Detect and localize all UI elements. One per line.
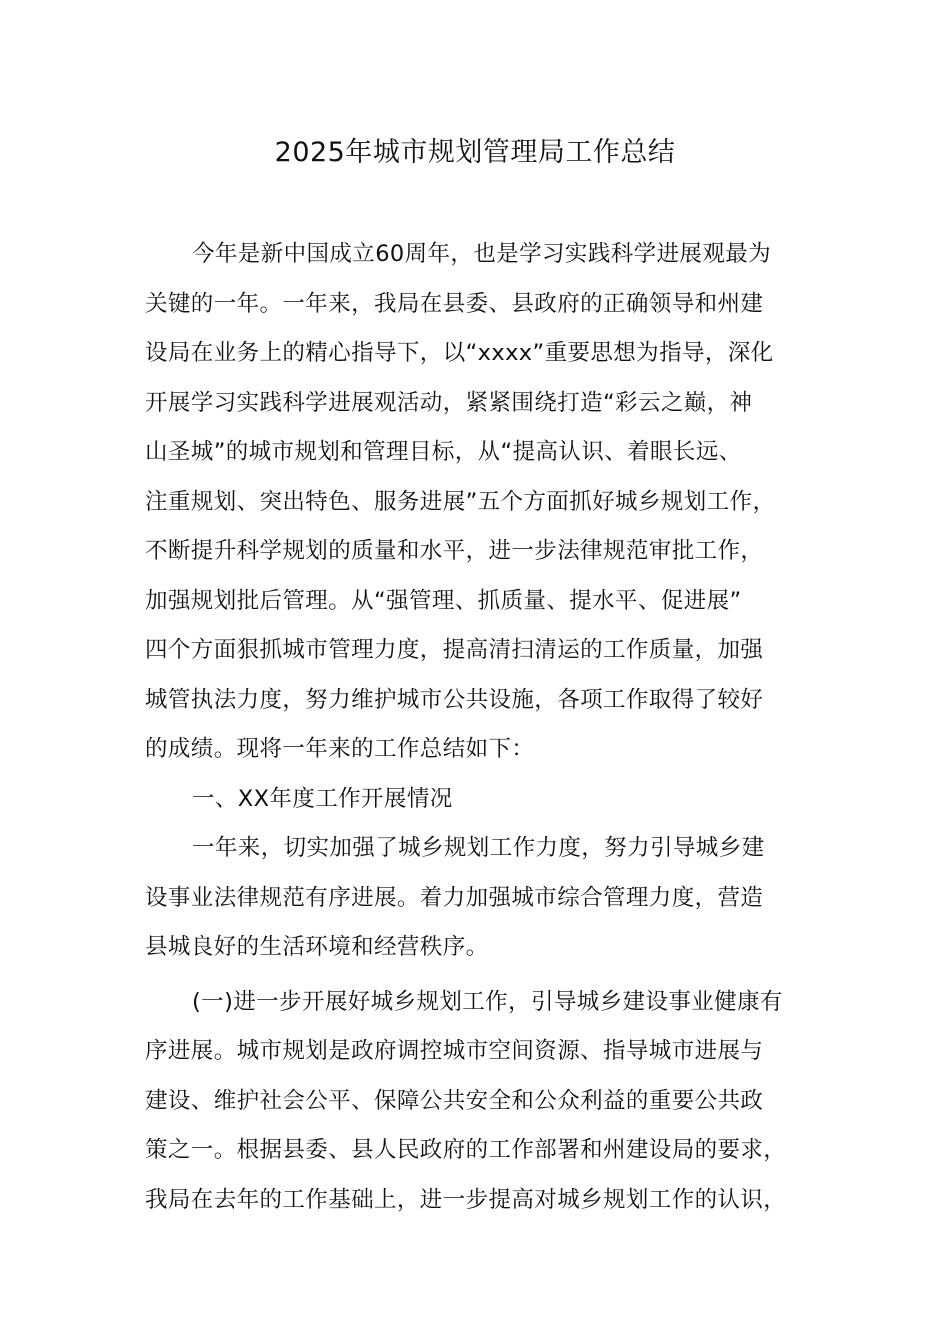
paragraph-line: 策之一。根据县委、县人民政府的工作部署和州建设局的要求， <box>145 1137 787 1163</box>
paragraph-line: 开展学习实践科学进展观活动，紧紧围绕打造“彩云之巅，神 <box>145 389 753 416</box>
paragraph-line: 注重规划、突出特色、服务进展”五个方面抓好城乡规划工作， <box>145 488 776 515</box>
section-heading: 一、XX年度工作开展情况 <box>192 785 453 812</box>
paragraph-line: 关键的一年。一年来，我局在县委、县政府的正确领导和州建 <box>145 290 764 317</box>
document-title: 2025年城市规划管理局工作总结 <box>274 137 676 168</box>
paragraph-line: 城管执法力度，努力维护城市公共设施，各项工作取得了较好 <box>145 686 764 713</box>
document-body <box>145 230 835 1225</box>
paragraph-line: 我局在去年的工作基础上，进一步提高对城乡规划工作的认识， <box>145 1186 787 1213</box>
paragraph-line: 序进展。城市规划是政府调控城市空间资源、指导城市进展与 <box>145 1038 764 1064</box>
paragraph-line: 一年来，切实加强了城乡规划工作力度，努力引导城乡建 <box>192 835 765 861</box>
paragraph-line: 建设、维护社会公平、保障公共安全和公众利益的重要公共政 <box>145 1087 764 1114</box>
paragraph-line: 加强规划批后管理。从“强管理、抓质量、提水平、促进展” <box>145 587 742 614</box>
paragraph-line: 四个方面狠抓城市管理力度，提高清扫清运的工作质量，加强 <box>145 637 764 663</box>
paragraph-line: 山圣城”的城市规划和管理目标，从“提高认识、着眼长远、 <box>145 439 742 465</box>
paragraph-line: 设局在业务上的精心指导下，以“xxxx”重要思想为指导，深化 <box>145 340 774 366</box>
paragraph-line: 今年是新中国成立60周年，也是学习实践科学进展观最为 <box>192 241 772 267</box>
paragraph-line: 设事业法律规范有序进展。着力加强城市综合管理力度，营造 <box>145 884 764 911</box>
paragraph-line: 县城良好的生活环境和经营秩序。 <box>145 934 489 960</box>
paragraph-line: 的成绩。现将一年来的工作总结如下： <box>145 736 535 762</box>
subsection-heading-line: (一)进一步开展好城乡规划工作，引导城乡建设事业健康有 <box>192 988 783 1015</box>
paragraph-line: 不断提升科学规划的质量和水平，进一步法律规范审批工作， <box>145 538 764 564</box>
